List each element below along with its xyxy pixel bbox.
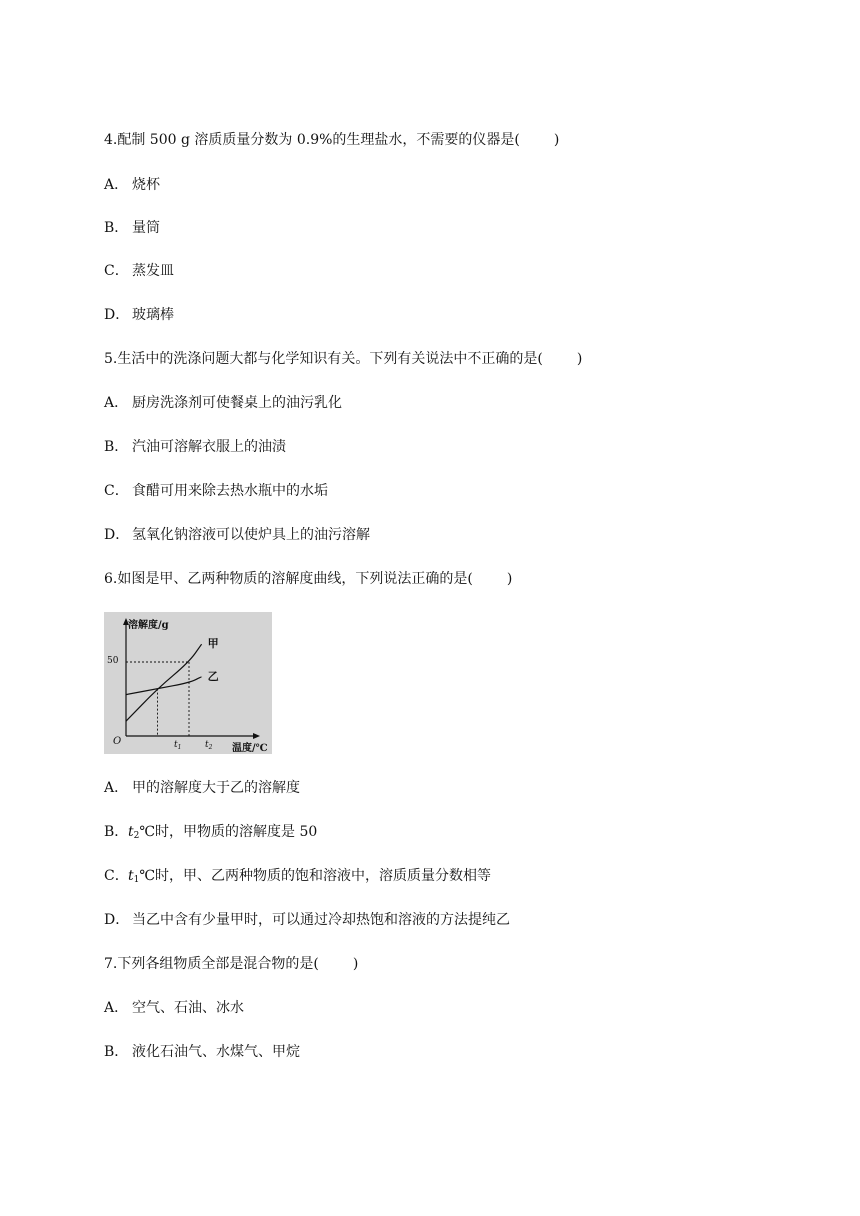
solubility-chart: [104, 612, 272, 754]
x-axis-label: 温度/℃: [232, 743, 268, 754]
close-paren: ): [506, 571, 513, 587]
option-text: 空气、石油、冰水: [132, 1000, 244, 1016]
option-text: 厨房洗涤剂可使餐桌上的油污乳化: [132, 395, 342, 411]
q5-option-d: [104, 525, 370, 545]
option-text: ℃时，甲、乙两种物质的饱和溶液中，溶质质量分数相等: [139, 868, 492, 884]
t-variable: t: [128, 824, 134, 840]
curve-jia: [126, 644, 202, 721]
y-axis-label: 溶解度/g: [128, 620, 169, 631]
option-letter: D．: [104, 307, 130, 323]
option-letter: A．: [104, 780, 129, 796]
option-letter: C．: [104, 263, 129, 279]
solubility-chart-svg: [104, 612, 272, 754]
question-5-stem-text: 5.生活中的洗涤问题大都与化学知识有关。下列有关说法中不正确的是(: [104, 351, 543, 367]
option-text: 食醋可用来除去热水瓶中的水垢: [132, 483, 328, 499]
question-6-stem-text: 6.如图是甲、乙两种物质的溶解度曲线，下列说法正确的是(: [104, 571, 473, 587]
option-letter: C．: [104, 483, 129, 499]
q7-option-a: [104, 998, 244, 1018]
question-5-stem: [104, 349, 582, 369]
curves: [126, 644, 202, 721]
q4-option-b: [104, 218, 160, 238]
option-letter: A．: [104, 1000, 129, 1016]
close-paren: ): [553, 132, 560, 148]
q4-option-d: [104, 305, 174, 325]
option-text: 汽油可溶解衣服上的油渍: [132, 439, 286, 455]
q7-option-b: [104, 1042, 300, 1062]
question-7-stem-text: 7.下列各组物质全部是混合物的是(: [104, 956, 319, 972]
q5-option-b: [104, 437, 286, 457]
y-tick-50: 50: [107, 656, 119, 666]
option-letter: A．: [104, 395, 129, 411]
option-letter: D．: [104, 527, 130, 543]
x-tick-t2: $t_2$: [205, 740, 213, 751]
t-subscript: 1: [133, 875, 140, 885]
x-axis-arrow: [253, 733, 260, 739]
option-letter: B．: [104, 824, 129, 840]
curve-yi: [126, 677, 202, 695]
option-letter: A．: [104, 177, 129, 193]
series-label-yi: 乙: [207, 669, 219, 683]
t-subscript: 2: [133, 831, 140, 841]
option-text: 烧杯: [132, 177, 160, 193]
option-text: 玻璃棒: [132, 307, 174, 323]
q5-option-a: [104, 393, 342, 413]
guide-lines: [126, 662, 189, 736]
option-letter: D．: [104, 912, 130, 928]
q4-option-a: [104, 175, 160, 195]
question-4-stem-text: 4.配制 500 g 溶质质量分数为 0.9%的生理盐水，不需要的仪器是(: [104, 132, 520, 148]
question-6-stem: [104, 569, 512, 589]
option-text: 量筒: [132, 220, 160, 236]
q6-option-d: [104, 910, 510, 930]
option-text: 氢氧化钠溶液可以使炉具上的油污溶解: [132, 527, 370, 543]
t-variable: t: [128, 868, 134, 884]
q5-option-c: [104, 481, 328, 501]
option-letter: B．: [104, 220, 129, 236]
option-text: ℃时，甲物质的溶解度是 50: [139, 824, 318, 840]
close-paren: ): [576, 351, 583, 367]
option-letter: B．: [104, 439, 129, 455]
option-text: 液化石油气、水煤气、甲烷: [132, 1044, 300, 1060]
series-label-jia: 甲: [207, 637, 219, 651]
series-labels: [208, 637, 219, 683]
question-4-stem: [104, 130, 559, 150]
origin-label: O: [113, 736, 122, 747]
q4-option-c: [104, 261, 174, 281]
option-text: 当乙中含有少量甲时，可以通过冷却热饱和溶液的方法提纯乙: [132, 912, 510, 928]
option-text: 蒸发皿: [132, 263, 174, 279]
option-letter: C．: [104, 868, 129, 884]
x-tick-t1: $t_1$: [174, 740, 182, 751]
close-paren: ): [352, 956, 359, 972]
q6-option-a: [104, 778, 300, 798]
q6-option-c: [104, 866, 491, 890]
question-7-stem: [104, 954, 358, 974]
q6-option-b: [104, 822, 317, 846]
option-text: 甲的溶解度大于乙的溶解度: [132, 780, 300, 796]
option-letter: B．: [104, 1044, 129, 1060]
